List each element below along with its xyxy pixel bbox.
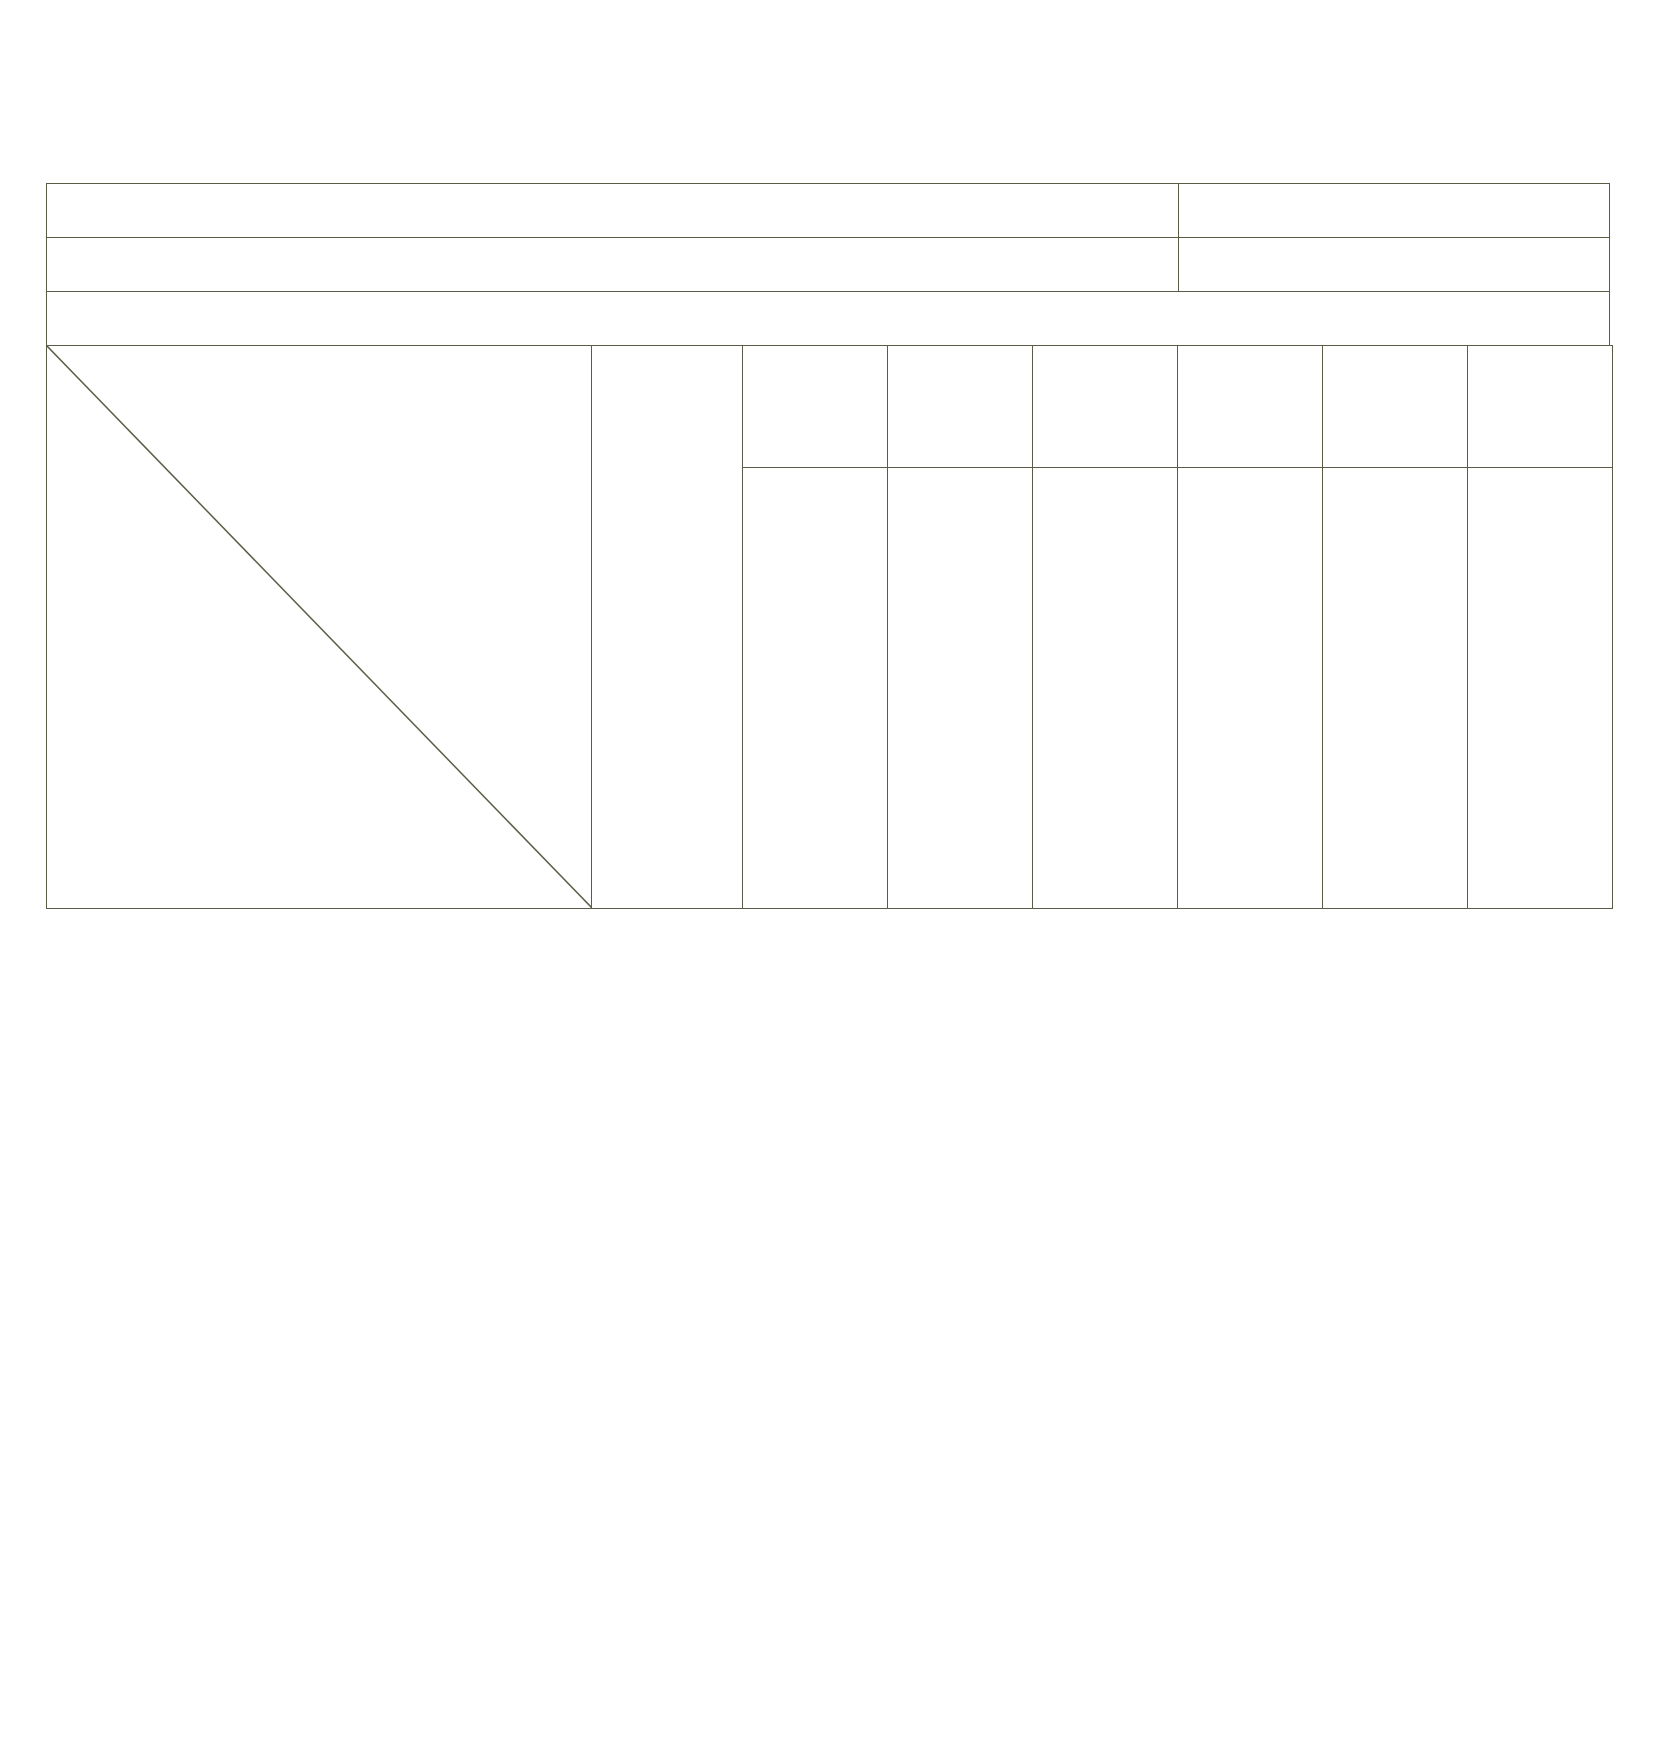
competence-title-5 xyxy=(1323,346,1468,468)
competence-title-6 xyxy=(1468,346,1613,468)
identity-row xyxy=(46,183,1610,238)
competence-title-2 xyxy=(888,346,1033,468)
competence-title-1 xyxy=(743,346,888,468)
competence-title-3 xyxy=(1033,346,1178,468)
diagonal-header-cell xyxy=(47,346,592,909)
competence-title-row xyxy=(47,346,1613,468)
competence-items-4 xyxy=(1178,468,1323,909)
centre-row xyxy=(46,237,1610,292)
diagonal-line xyxy=(47,346,592,908)
portfolio-row xyxy=(46,291,1610,346)
competence-items-2 xyxy=(888,468,1033,909)
competence-items-5 xyxy=(1323,468,1468,909)
competence-items-6 xyxy=(1468,468,1613,909)
competence-title-4 xyxy=(1178,346,1323,468)
period-header-cell xyxy=(592,346,743,909)
divider xyxy=(1178,184,1179,237)
competence-items-3 xyxy=(1033,468,1178,909)
competence-items-1 xyxy=(743,468,888,909)
synthesis-table xyxy=(46,345,1613,909)
divider xyxy=(1178,238,1179,291)
